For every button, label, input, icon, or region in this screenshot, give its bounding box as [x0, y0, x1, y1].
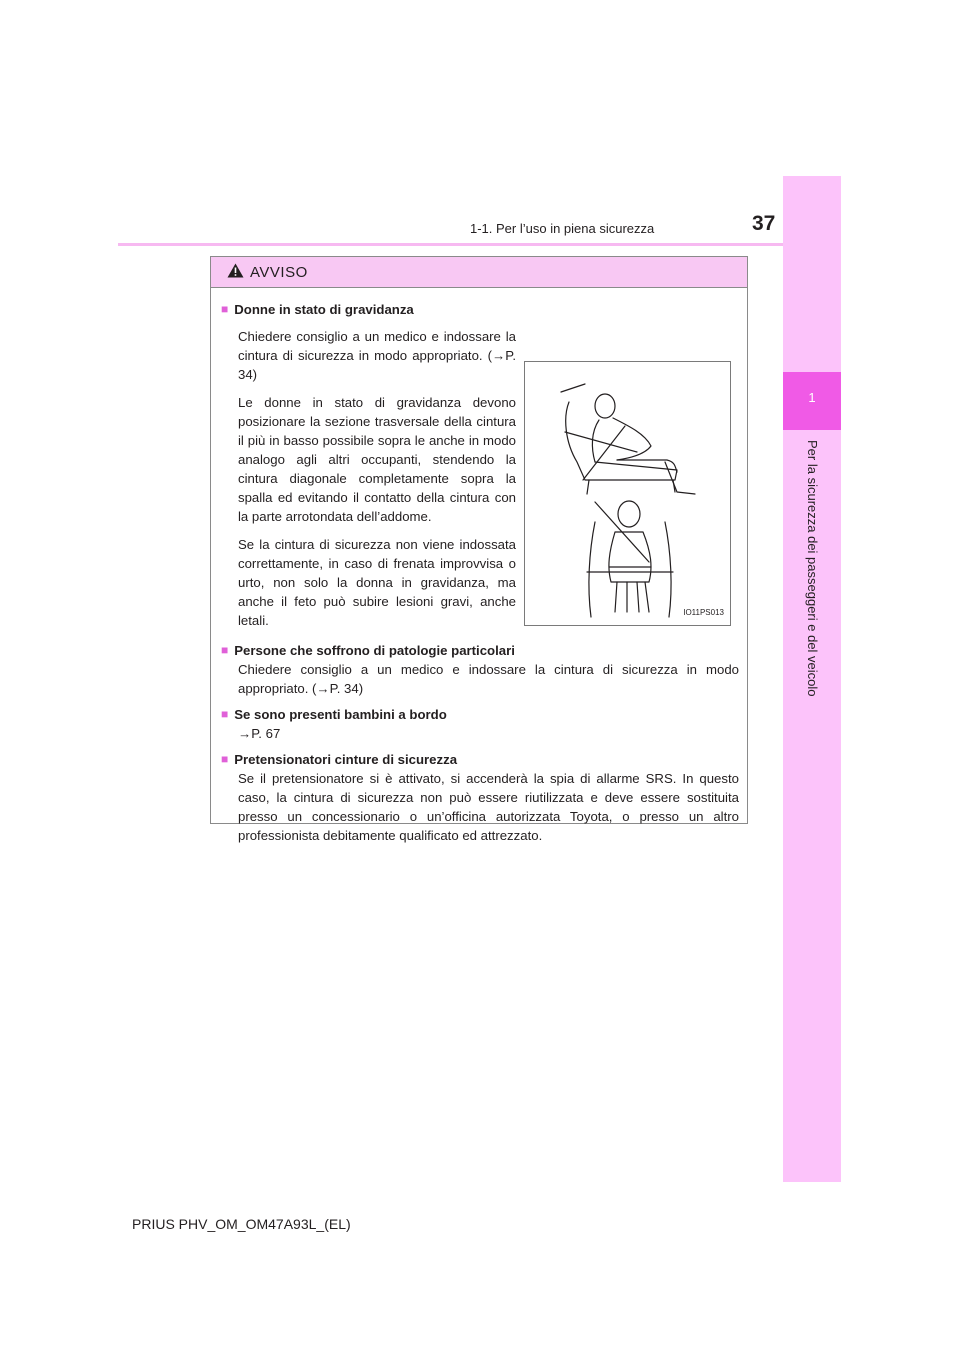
- warning-title: AVVISO: [250, 263, 308, 281]
- conditions-text: Chiedere consiglio a un medico e indossare la cintura di sicurezza in modo appropriato. (→P. 34): [238, 662, 739, 696]
- square-bullet-icon: ■: [221, 643, 229, 657]
- square-bullet-icon: ■: [221, 302, 229, 316]
- square-bullet-icon: ■: [221, 707, 229, 721]
- side-tab-number: 1: [808, 390, 816, 405]
- pregnancy-paragraph: Chiedere consiglio a un medico e indossare la cintura di sicurezza in modo appropriato. (→P. 34): [238, 329, 516, 382]
- pregnancy-heading: Donne in stato di gravidanza: [234, 302, 414, 317]
- warning-box: [210, 256, 748, 843]
- pregnant-seatbelt-illustration: [524, 361, 731, 626]
- warning-header: [211, 257, 747, 288]
- children-heading: Se sono presenti bambini a bordo: [234, 707, 447, 722]
- pretensioners-text: Se il pretensionatore si è attivato, si accenderà la spia di allarme SRS. In questo caso, la cintura di sicurezza non può essere riutilizzata e deve essere sostituita presso un concessionario o un’officina autorizzata Toyota, o presso un altro professionista debitamente qualificato ed attrezzato.: [238, 771, 739, 843]
- section-conditions: [221, 641, 739, 698]
- pregnancy-paragraph: Le donne in stato di gravidanza devono posizionare la sezione trasversale della cintura il più in basso possibile sopra le anche in modo analogo agli altri occupanti, stendendo la cintura diagonale completamente sopra la spalla ed evitando il contatto della cintura con la parte arrotondata dell’addome.: [238, 395, 516, 524]
- header-rule: [118, 243, 783, 246]
- square-bullet-icon: ■: [221, 752, 229, 766]
- section-pretensioners: [221, 750, 739, 845]
- seatbelt-illustration-drawing: [525, 362, 730, 625]
- conditions-heading: Persone che soffrono di patologie particolari: [234, 643, 515, 658]
- header-section-title: 1-1. Per l’uso in piena sicurezza: [470, 221, 655, 236]
- warning-triangle-icon: [227, 263, 244, 282]
- page-number: 37: [752, 212, 776, 235]
- warning-content: [211, 288, 747, 845]
- pretensioners-heading: Pretensionatori cinture di sicurezza: [234, 752, 458, 767]
- children-text: →P. 67: [238, 726, 281, 741]
- side-tab-label: Per la sicurezza dei passeggeri e del veicolo: [805, 440, 820, 697]
- section-children: [221, 705, 739, 743]
- pregnancy-text: [238, 327, 516, 634]
- footer-document-code: PRIUS PHV_OM_OM47A93L_(EL): [132, 1216, 351, 1232]
- section-pregnancy: [221, 300, 739, 634]
- pregnancy-paragraph: Se la cintura di sicurezza non viene indossata correttamente, in caso di frenata improvvisa o urto, non solo la donna in gravidanza, ma anche il feto può subire lesioni gravi, anche letali.: [238, 537, 516, 628]
- figure-id: IO11PS013: [683, 608, 724, 617]
